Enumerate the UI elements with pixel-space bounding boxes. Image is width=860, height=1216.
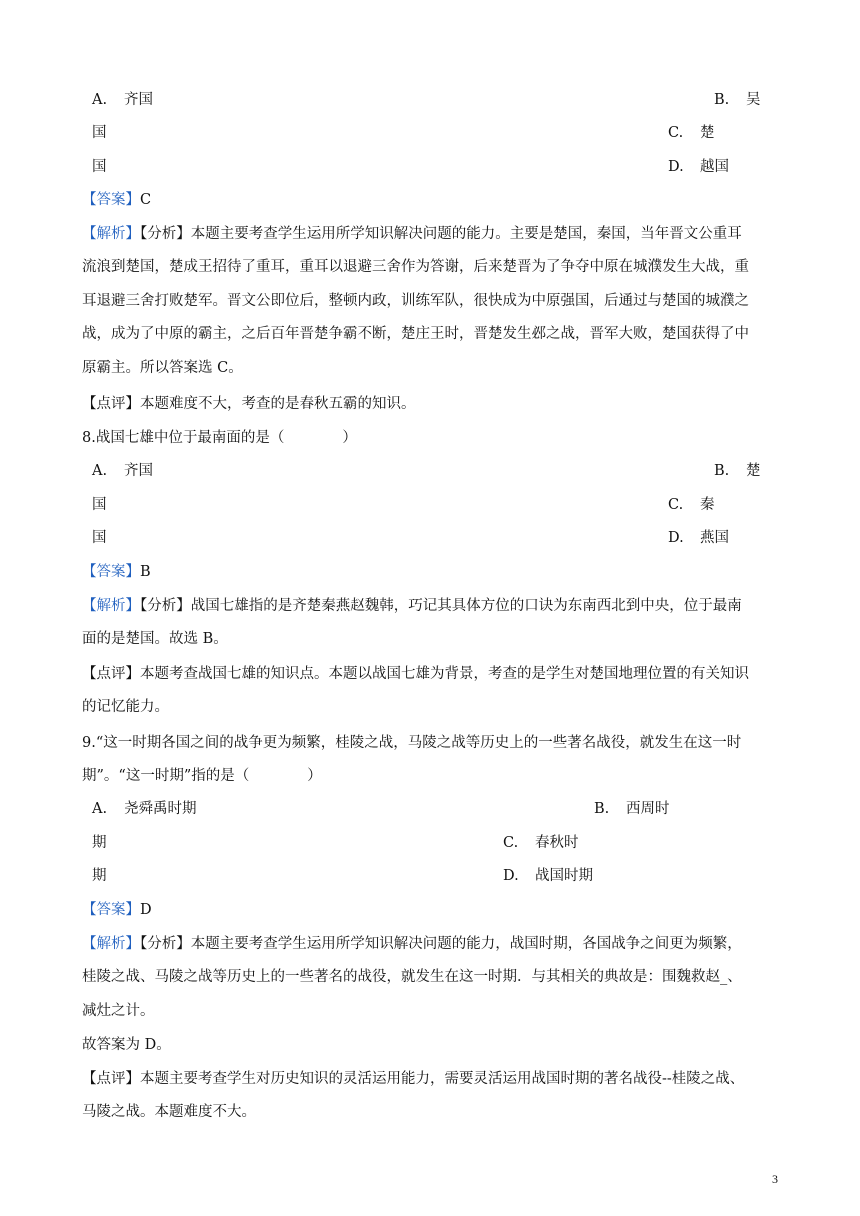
- q8-stem: 8.战国七雄中位于最南面的是（ ）: [82, 430, 357, 446]
- q8-comment-line-2: 的记忆能力。: [82, 699, 169, 715]
- q9-option-b-wrap: 期: [92, 868, 107, 884]
- q7-analysis-line-1: 【解析】【分析】本题主要考查学生运用所学知识解决问题的能力。主要是楚国，秦国，当年晋文公重耳: [82, 226, 742, 242]
- q9-option-b: B. 西周时: [594, 801, 670, 817]
- comment-tag: 【点评】: [82, 1071, 140, 1087]
- q9-analysis-line-2: 桂陵之战、马陵之战等历史上的一些著名的战役，就发生在这一时期．与其相关的典故是：围魏救赵_、: [82, 969, 742, 985]
- q7-option-b-wrap: 国: [92, 159, 107, 175]
- answer-tag: 【答案】: [82, 564, 140, 580]
- q8-comment-line-1: 【点评】本题考查战国七雄的知识点。本题以战国七雄为背景，考查的是学生对楚国地理位置的有关知识: [82, 666, 749, 682]
- q7-comment: 【点评】本题难度不大，考查的是春秋五霸的知识。: [82, 396, 416, 412]
- analysis-tag: 【解析】: [82, 598, 140, 614]
- answer-tag: 【答案】: [82, 902, 140, 918]
- q7-option-c: C. 楚: [668, 125, 715, 141]
- q9-option-d: D. 战国时期: [503, 868, 593, 884]
- q8-option-b: B. 楚: [714, 463, 761, 479]
- q9-option-a-wrap: 期: [92, 835, 107, 851]
- q7-option-a-wrap: 国: [92, 125, 107, 141]
- comment-tag: 【点评】: [82, 666, 140, 682]
- q7-option-b: B. 吴: [714, 92, 761, 108]
- q9-analysis-line-3: 减灶之计。: [82, 1003, 155, 1019]
- q8-option-c: C. 秦: [668, 497, 715, 513]
- analysis-tag: 【解析】: [82, 226, 140, 242]
- q8-answer: 【答案】B: [82, 564, 151, 580]
- q9-analysis-line-1: 【解析】【分析】本题主要考查学生运用所学知识解决问题的能力，战国时期，各国战争之间更为频繁，: [82, 936, 742, 952]
- q7-analysis-line-5: 原霸主。所以答案选 C。: [82, 360, 243, 376]
- q8-option-a: A. 齐国: [92, 463, 153, 479]
- q8-option-d: D. 燕国: [668, 530, 729, 546]
- q9-comment-line-2: 马陵之战。本题难度不大。: [82, 1104, 256, 1120]
- q7-analysis-line-4: 战，成为了中原的霸主，之后百年晋楚争霸不断，楚庄王时，晋楚发生邲之战，晋军大败，楚国获得了中: [82, 326, 749, 342]
- q7-analysis-line-3: 耳退避三舍打败楚军。晋文公即位后，整顿内政，训练军队，很快成为中原强国，后通过与楚国的城濮之: [82, 293, 749, 309]
- q9-stem-line-1: 9.“这一时期各国之间的战争更为频繁，桂陵之战，马陵之战等历史上的一些著名战役，就发生在这一时: [82, 735, 742, 751]
- q8-analysis-line-1: 【解析】【分析】战国七雄指的是齐楚秦燕赵魏韩，巧记其具体方位的口诀为东南西北到中央，位于最南: [82, 598, 742, 614]
- q8-analysis-line-2: 面的是楚国。故选 B。: [82, 631, 228, 647]
- q9-stem-line-2: 期”。“这一时期”指的是（ ）: [82, 768, 322, 784]
- analysis-tag: 【解析】: [82, 936, 140, 952]
- q8-option-b-wrap: 国: [92, 530, 107, 546]
- q7-option-d: D. 越国: [668, 159, 729, 175]
- q9-answer: 【答案】D: [82, 902, 152, 918]
- q8-option-a-wrap: 国: [92, 497, 107, 513]
- page-number: 3: [772, 1172, 778, 1186]
- q9-conclusion: 故答案为 D。: [82, 1037, 171, 1053]
- comment-tag: 【点评】: [82, 396, 140, 412]
- q7-option-a: A. 齐国: [92, 92, 153, 108]
- q9-option-a: A. 尧舜禹时期: [92, 801, 197, 817]
- q9-option-c: C. 春秋时: [503, 835, 579, 851]
- q7-answer: 【答案】C: [82, 192, 152, 208]
- q7-analysis-line-2: 流浪到楚国，楚成王招待了重耳，重耳以退避三舍作为答谢，后来楚晋为了争夺中原在城濮发生大战，重: [82, 259, 749, 275]
- q9-comment-line-1: 【点评】本题主要考查学生对历史知识的灵活运用能力，需要灵活运用战国时期的著名战役--桂陵之战、: [82, 1071, 745, 1087]
- answer-tag: 【答案】: [82, 192, 140, 208]
